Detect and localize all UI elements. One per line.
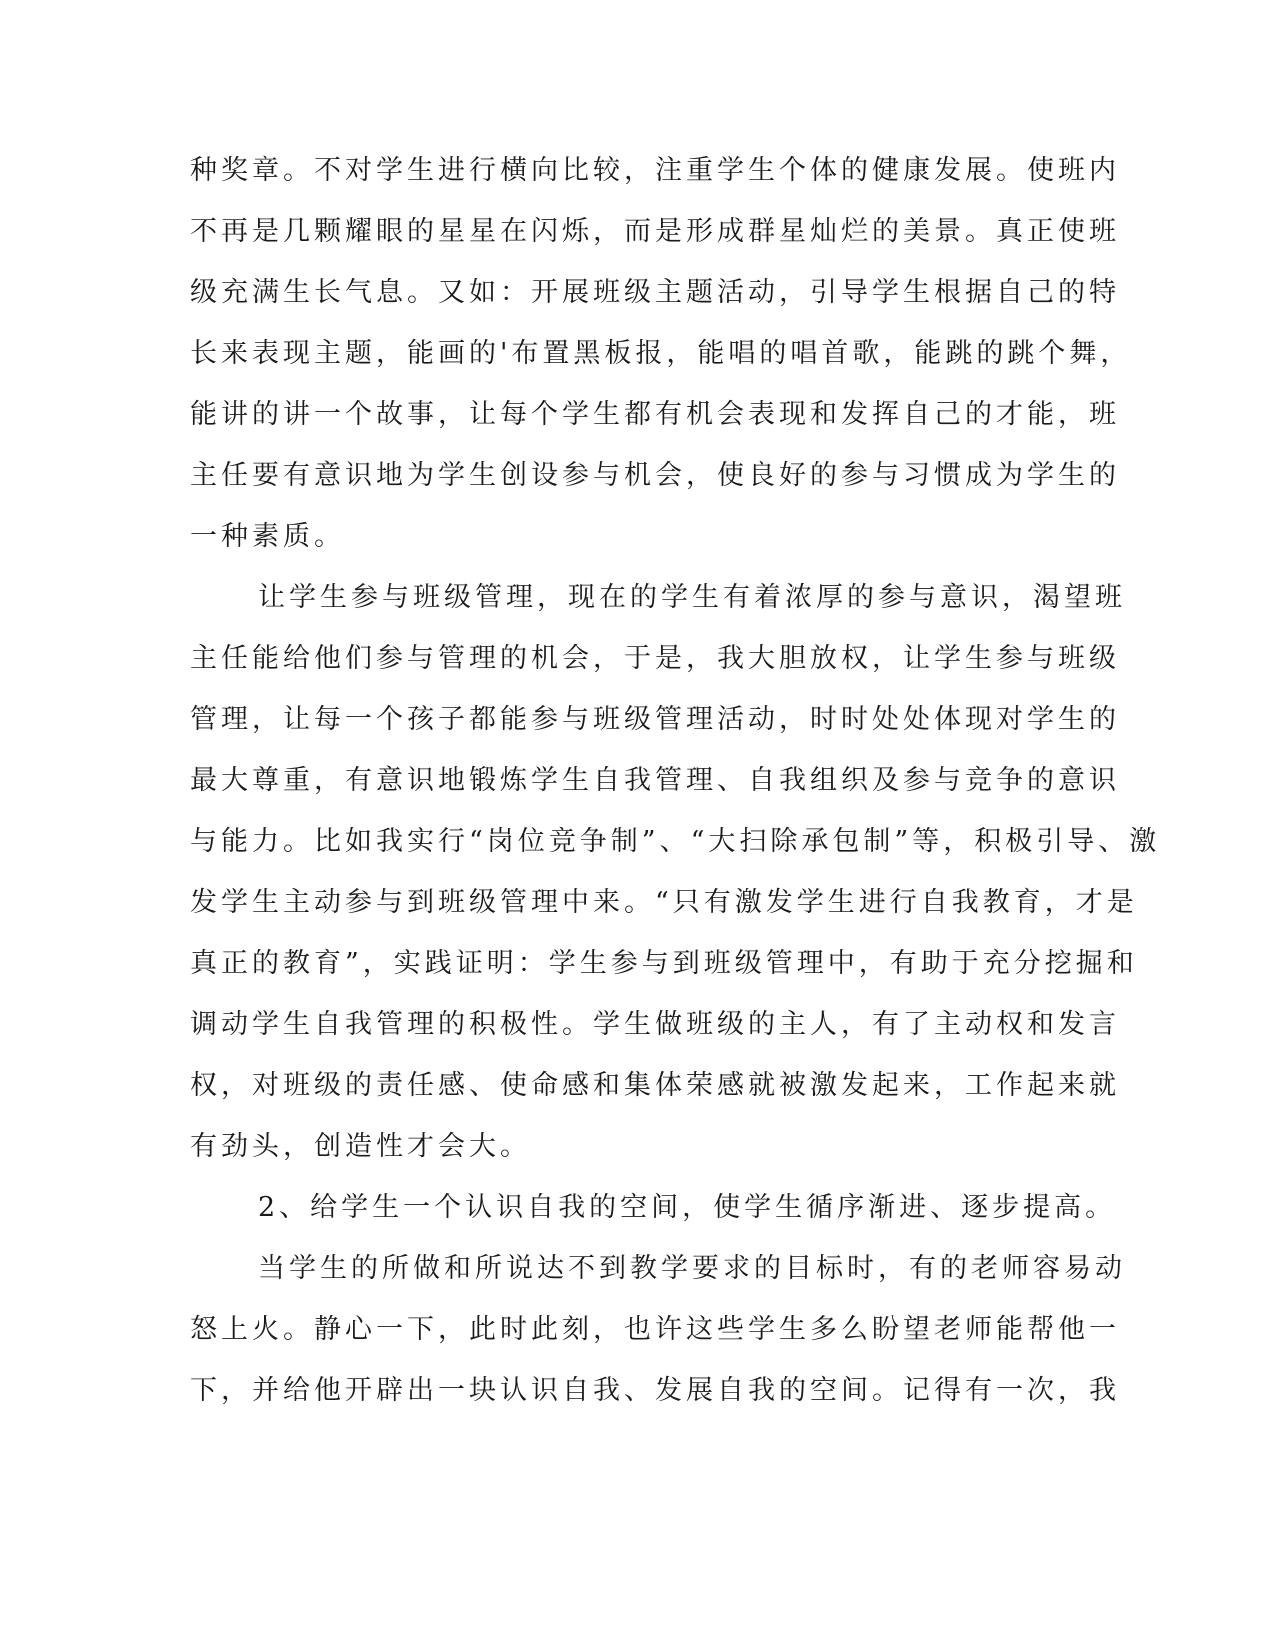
- text-line: 管理，让每一个孩子都能参与班级管理活动，时时处处体现对学生的: [190, 704, 1120, 735]
- paragraph-first-line: 让学生参与班级管理，现在的学生有着浓厚的参与意识，渴望班: [258, 582, 1126, 613]
- text-line: 权，对班级的责任感、使命感和集体荣感就被激发起来，工作起来就: [190, 1070, 1120, 1101]
- text-line: 不再是几颗耀眼的星星在闪烁，而是形成群星灿烂的美景。真正使班: [190, 216, 1120, 247]
- text-line: 真正的教育”，实践证明：学生参与到班级管理中，有助于充分挖掘和: [190, 948, 1138, 979]
- section-heading: 2、给学生一个认识自我的空间，使学生循序渐进、逐步提高。: [258, 1192, 1117, 1223]
- text-line: 主任要有意识地为学生创设参与机会，使良好的参与习惯成为学生的: [190, 460, 1120, 491]
- text-line: 长来表现主题，能画的'布置黑板报，能唱的唱首歌，能跳的跳个舞，: [190, 338, 1132, 369]
- text-line: 一种素质。: [190, 521, 345, 552]
- text-line: 主任能给他们参与管理的机会，于是，我大胆放权，让学生参与班级: [190, 643, 1120, 674]
- text-line: 能讲的讲一个故事，让每个学生都有机会表现和发挥自己的才能，班: [190, 399, 1120, 430]
- text-line: 有劲头，创造性才会大。: [190, 1131, 531, 1162]
- text-line: 发学生主动参与到班级管理中来。“只有激发学生进行自我教育，才是: [190, 887, 1138, 918]
- text-line: 下，并给他开辟出一块认识自我、发展自我的空间。记得有一次，我: [190, 1375, 1120, 1406]
- text-line: 最大尊重，有意识地锻炼学生自我管理、自我组织及参与竞争的意识: [190, 765, 1120, 796]
- text-line: 怒上火。静心一下，此时此刻，也许这些学生多么盼望老师能帮他一: [190, 1314, 1120, 1345]
- body-text: [190, 140, 1161, 1421]
- paragraph-first-line: 当学生的所做和所说达不到教学要求的目标时，有的老师容易动: [258, 1253, 1126, 1284]
- text-line: 种奖章。不对学生进行横向比较，注重学生个体的健康发展。使班内: [190, 155, 1120, 186]
- text-line: 级充满生长气息。又如：开展班级主题活动，引导学生根据自己的特: [190, 277, 1120, 308]
- text-line: 调动学生自我管理的积极性。学生做班级的主人，有了主动权和发言: [190, 1009, 1120, 1040]
- text-line: 与能力。比如我实行“岗位竞争制”、“大扫除承包制”等，积极引导、激: [190, 826, 1161, 857]
